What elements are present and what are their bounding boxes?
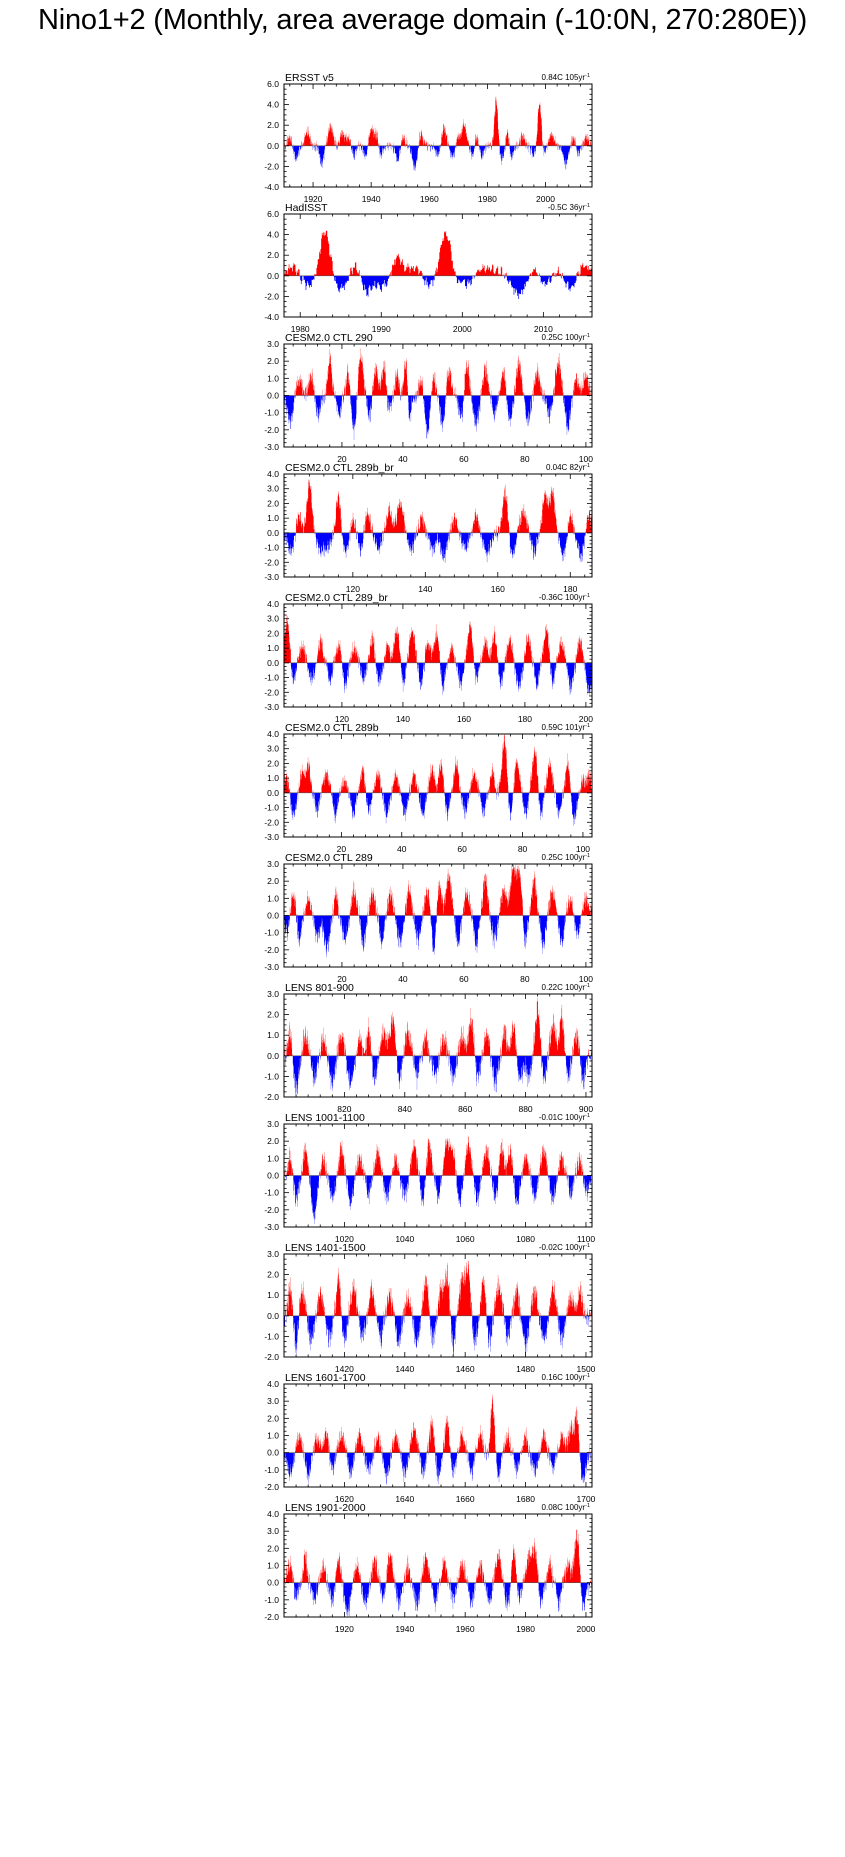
chart-svg: [0, 71, 845, 207]
y-tick-label: -1.0: [264, 1331, 279, 1342]
page-title: Nino1+2 (Monthly, area average domain (-10:0N, 270:280E)): [37, 4, 808, 36]
chart-svg: [0, 1111, 845, 1247]
trend-label: 0.08C $100yr^{-1}$: [541, 1503, 590, 1512]
y-tick-label: -1.0: [264, 1071, 279, 1082]
y-tick-label: 3.0: [267, 613, 279, 624]
y-tick-label: 4.0: [267, 729, 279, 739]
y-tick-label: 1.0: [267, 643, 279, 654]
panel-title: LENS 801-900: [285, 982, 354, 994]
y-tick-label: 2.0: [267, 1009, 279, 1020]
chart-svg: [0, 1241, 845, 1377]
y-tick-label: 3.0: [267, 1396, 279, 1407]
x-tick-label: 860: [458, 1104, 473, 1114]
chart-panel: [0, 201, 845, 337]
negative-anomaly-fill: [285, 396, 592, 440]
y-tick-label: -2.0: [264, 1204, 279, 1215]
negative-anomaly-fill: [300, 276, 580, 299]
y-tick-label: 3.0: [267, 339, 279, 349]
panel-title: ERSST v5: [285, 72, 334, 84]
y-tick-label: -1.0: [264, 672, 279, 683]
trend-label: 0.25C $100yr^{-1}$: [541, 333, 590, 342]
y-tick-label: 1.0: [267, 1560, 279, 1571]
y-tick-label: -1.0: [264, 1464, 279, 1475]
negative-anomaly-fill: [284, 916, 591, 958]
positive-anomaly-fill: [284, 735, 592, 793]
x-tick-label: 60: [459, 974, 469, 984]
y-tick-label: 1.0: [267, 893, 279, 904]
x-tick-label: 1100: [576, 1234, 596, 1244]
x-tick-label: 2000: [536, 194, 555, 204]
y-tick-label: 0.0: [267, 390, 279, 401]
y-tick-label: -1.0: [264, 802, 279, 813]
y-tick-label: 3.0: [267, 1119, 279, 1129]
chart-panel: [0, 1111, 845, 1247]
y-tick-label: -3.0: [264, 832, 279, 842]
panel-title: CESM2.0 CTL 289b: [285, 722, 379, 734]
panel-title: LENS 1601-1700: [285, 1372, 366, 1384]
x-tick-label: 840: [397, 1104, 412, 1114]
y-tick-label: 2.0: [267, 1269, 279, 1280]
chart-svg: [0, 981, 845, 1117]
y-tick-label: -2.0: [264, 557, 279, 568]
y-tick-label: 6.0: [267, 79, 279, 89]
chart-panel: [0, 1371, 845, 1507]
x-tick-label: 20: [337, 454, 347, 464]
x-tick-label: 1060: [455, 1234, 475, 1244]
y-tick-label: -3.0: [264, 572, 279, 582]
x-tick-label: 140: [418, 584, 433, 594]
y-tick-label: 1.0: [267, 373, 279, 384]
positive-anomaly-fill: [284, 1261, 592, 1316]
trend-label: 0.84C $105yr^{-1}$: [541, 73, 590, 82]
chart-panel: [0, 981, 845, 1117]
x-tick-label: 1420: [334, 1364, 354, 1374]
panel-title: CESM2.0 CTL 290: [285, 332, 373, 344]
chart-panel: [0, 331, 845, 467]
y-tick-label: 0.0: [267, 657, 279, 668]
x-tick-label: 80: [520, 454, 530, 464]
x-tick-label: 880: [518, 1104, 533, 1114]
x-tick-label: 1940: [395, 1624, 415, 1634]
plot-frame: [284, 994, 592, 1097]
x-tick-label: 820: [337, 1104, 352, 1114]
y-tick-label: -4.0: [264, 182, 279, 192]
y-tick-label: 4.0: [267, 99, 279, 110]
x-tick-label: 1460: [455, 1364, 475, 1374]
panel-title: LENS 1001-1100: [285, 1112, 365, 1124]
y-tick-label: -1.0: [264, 927, 279, 938]
panel-title: LENS 1901-2000: [285, 1502, 366, 1514]
x-tick-label: 1990: [371, 324, 391, 334]
negative-anomaly-fill: [285, 1056, 591, 1096]
y-tick-label: 1.0: [267, 1290, 279, 1301]
y-tick-label: 6.0: [267, 209, 279, 219]
positive-anomaly-fill: [284, 615, 585, 663]
x-tick-label: 80: [520, 974, 530, 984]
x-tick-label: 60: [457, 844, 467, 854]
y-tick-label: 0.0: [267, 1170, 279, 1181]
positive-anomaly-fill: [284, 1529, 591, 1582]
negative-anomaly-fill: [284, 1453, 592, 1485]
y-tick-label: 0.0: [267, 140, 279, 151]
y-tick-label: -2.0: [264, 687, 279, 698]
chart-panel: [0, 591, 845, 727]
x-tick-label: 120: [334, 714, 350, 724]
negative-anomaly-fill: [284, 146, 592, 171]
negative-anomaly-fill: [284, 533, 585, 563]
trend-label: -0.01C $100yr^{-1}$: [538, 1113, 590, 1122]
x-tick-label: 40: [397, 844, 407, 854]
y-tick-label: 3.0: [267, 743, 279, 754]
x-tick-label: 1980: [290, 324, 310, 334]
y-tick-label: 4.0: [267, 599, 279, 609]
x-tick-label: 180: [517, 714, 533, 724]
y-tick-label: -1.0: [264, 407, 279, 418]
y-tick-label: 0.0: [267, 1050, 279, 1061]
y-tick-label: -2.0: [264, 1092, 279, 1102]
x-tick-label: 40: [398, 974, 408, 984]
y-tick-label: 4.0: [267, 1379, 279, 1389]
negative-anomaly-fill: [284, 1176, 592, 1225]
positive-anomaly-fill: [284, 998, 592, 1056]
negative-anomaly-fill: [291, 663, 592, 697]
panel-title: CESM2.0 CTL 289: [285, 852, 373, 864]
x-tick-label: 1020: [334, 1234, 354, 1244]
y-tick-label: 0.0: [267, 1577, 279, 1588]
y-tick-label: -2.0: [264, 161, 279, 172]
x-tick-label: 2000: [576, 1624, 596, 1634]
y-tick-label: -3.0: [264, 1222, 279, 1232]
x-tick-label: 1500: [576, 1364, 596, 1374]
chart-panel: [0, 1241, 845, 1377]
chart-svg: [0, 591, 845, 727]
x-tick-label: 20: [337, 974, 347, 984]
y-tick-label: 2.0: [267, 876, 279, 887]
x-tick-label: 1040: [395, 1234, 415, 1244]
y-tick-label: -2.0: [264, 1352, 279, 1362]
x-tick-label: 80: [517, 844, 528, 854]
y-tick-label: 2.0: [267, 498, 279, 509]
trend-label: 0.22C $100yr^{-1}$: [541, 983, 590, 992]
y-tick-label: -1.0: [264, 542, 279, 553]
y-tick-label: -4.0: [264, 312, 279, 322]
y-tick-label: 0.0: [267, 527, 279, 538]
y-tick-label: 2.0: [267, 250, 279, 261]
y-tick-label: 0.0: [267, 910, 279, 921]
trend-label: 0.04C $82yr^{-1}$: [545, 463, 590, 472]
positive-anomaly-fill: [284, 480, 592, 533]
y-tick-label: 1.0: [267, 773, 279, 784]
y-tick-label: 3.0: [267, 989, 279, 999]
y-tick-label: 4.0: [267, 469, 279, 479]
negative-anomaly-fill: [284, 1316, 592, 1356]
chart-panel: [0, 461, 845, 597]
x-tick-label: 140: [395, 714, 411, 724]
x-tick-label: 180: [563, 584, 578, 594]
x-tick-label: 200: [578, 714, 593, 724]
x-tick-label: 160: [456, 714, 472, 724]
y-tick-label: 1.0: [267, 1030, 279, 1041]
y-tick-label: 3.0: [267, 483, 279, 494]
y-tick-label: -2.0: [264, 1482, 279, 1492]
y-tick-label: -2.0: [264, 944, 279, 955]
x-tick-label: 1080: [516, 1234, 536, 1244]
x-tick-label: 1680: [516, 1494, 536, 1504]
y-tick-label: 2.0: [267, 1543, 279, 1554]
trend-label: -0.36C $100yr^{-1}$: [538, 593, 590, 602]
chart-panel: [0, 71, 845, 207]
x-tick-label: 1960: [419, 194, 439, 204]
panel-title: HadISST: [285, 202, 328, 214]
plot-frame: [284, 1384, 592, 1487]
panel-title: LENS 1401-1500: [285, 1242, 366, 1254]
x-tick-label: 1920: [334, 1624, 354, 1634]
positive-anomaly-fill: [284, 97, 592, 146]
y-tick-label: -1.0: [264, 1594, 279, 1605]
chart-svg: [0, 721, 845, 857]
panel-title: CESM2.0 CTL 289_br: [285, 592, 388, 604]
chart-svg: [0, 461, 845, 597]
x-tick-label: 1700: [576, 1494, 596, 1504]
x-tick-label: 900: [578, 1104, 594, 1114]
y-tick-label: 4.0: [267, 229, 279, 240]
negative-anomaly-fill: [289, 793, 579, 826]
x-tick-label: 100: [578, 974, 593, 984]
x-tick-label: 1920: [303, 194, 323, 204]
x-tick-label: 100: [578, 454, 593, 464]
x-tick-label: 2010: [533, 324, 553, 334]
x-tick-label: 40: [398, 454, 408, 464]
x-tick-label: 1980: [516, 1624, 536, 1634]
x-tick-label: 1940: [361, 194, 381, 204]
x-tick-label: 2000: [452, 324, 472, 334]
y-tick-label: -3.0: [264, 442, 279, 452]
positive-anomaly-fill: [284, 348, 592, 395]
chart-svg: [0, 331, 845, 467]
positive-anomaly-fill: [284, 1136, 592, 1175]
y-tick-label: -2.0: [264, 1612, 279, 1622]
positive-anomaly-fill: [286, 1394, 592, 1452]
y-tick-label: -2.0: [264, 291, 279, 302]
y-tick-label: 4.0: [267, 1509, 279, 1519]
y-tick-label: 3.0: [267, 1526, 279, 1537]
positive-anomaly-fill: [284, 231, 592, 276]
y-tick-label: -2.0: [264, 424, 279, 435]
y-tick-label: 2.0: [267, 356, 279, 367]
trend-label: 0.16C $100yr^{-1}$: [541, 1373, 590, 1382]
chart-panel: [0, 1501, 845, 1637]
x-tick-label: 1480: [516, 1364, 536, 1374]
x-tick-label: 60: [459, 454, 469, 464]
chart-svg: [0, 201, 845, 337]
x-tick-label: 100: [575, 844, 591, 854]
x-tick-label: 160: [490, 584, 505, 594]
y-tick-label: -3.0: [264, 702, 279, 712]
chart-panel: [0, 851, 845, 987]
y-tick-label: 1.0: [267, 513, 279, 524]
x-tick-label: 120: [345, 584, 360, 594]
y-tick-label: 1.0: [267, 1430, 279, 1441]
y-tick-label: 0.0: [267, 270, 279, 281]
plot-frame: [284, 1514, 592, 1617]
y-tick-label: 0.0: [267, 1447, 279, 1458]
panel-title: CESM2.0 CTL 289b_br: [285, 462, 394, 474]
x-tick-label: 1640: [395, 1494, 415, 1504]
x-tick-label: 1440: [395, 1364, 415, 1374]
chart-svg: [0, 1501, 845, 1637]
y-tick-label: -2.0: [264, 817, 279, 828]
trend-label: -0.02C $100yr^{-1}$: [538, 1243, 590, 1252]
y-tick-label: 3.0: [267, 1249, 279, 1259]
x-tick-label: 1620: [334, 1494, 354, 1504]
chart-panel: [0, 721, 845, 857]
x-tick-label: 1660: [455, 1494, 475, 1504]
y-tick-label: 2.0: [267, 1413, 279, 1424]
trend-label: -0.5C $36yr^{-1}$: [547, 203, 590, 212]
x-tick-label: 1980: [477, 194, 497, 204]
y-tick-label: 0.0: [267, 1310, 279, 1321]
x-tick-label: 1960: [455, 1624, 475, 1634]
trend-label: 0.59C $101yr^{-1}$: [541, 723, 590, 732]
trend-label: 0.25C $100yr^{-1}$: [541, 853, 590, 862]
chart-svg: [0, 851, 845, 987]
chart-svg: [0, 1371, 845, 1507]
y-tick-label: 2.0: [267, 120, 279, 131]
y-tick-label: 2.0: [267, 628, 279, 639]
positive-anomaly-fill: [290, 865, 592, 916]
negative-anomaly-fill: [284, 1583, 592, 1616]
x-tick-label: 20: [336, 844, 347, 854]
y-tick-label: -3.0: [264, 962, 279, 972]
y-tick-label: 2.0: [267, 758, 279, 769]
y-tick-label: 0.0: [267, 787, 279, 798]
y-tick-label: 1.0: [267, 1153, 279, 1164]
y-tick-label: 2.0: [267, 1136, 279, 1147]
y-tick-label: -1.0: [264, 1187, 279, 1198]
y-tick-label: 3.0: [267, 859, 279, 869]
